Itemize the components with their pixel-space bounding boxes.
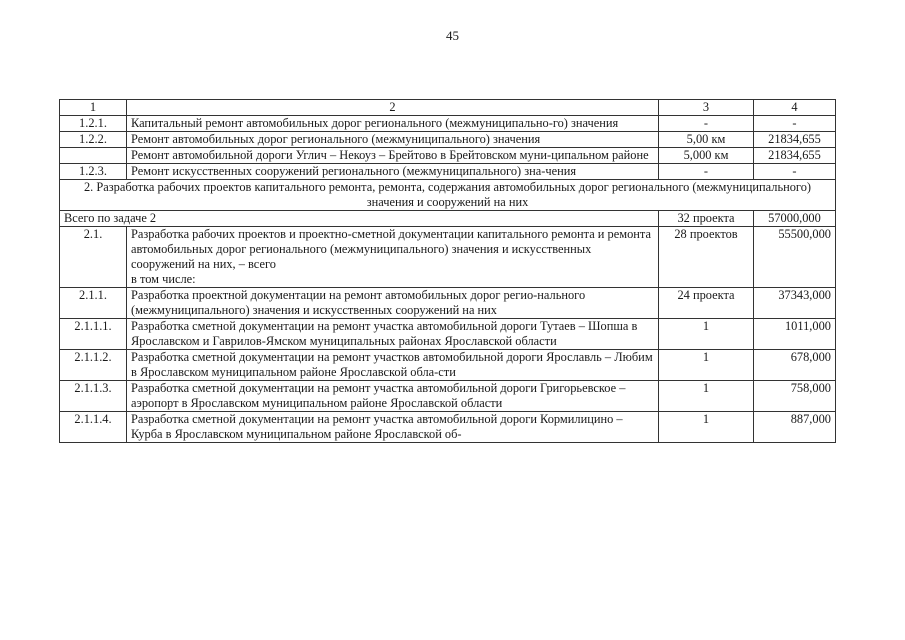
row-description: Ремонт автомобильной дороги Углич – Некоуз – Брейтово в Брейтовском муни-ципальном районе — [127, 148, 659, 164]
row-number: 1.2.3. — [60, 164, 127, 180]
row-description: Разработка сметной документации на ремонт участка автомобильной дороги Кормилицино – Курба в Ярославском муниципальном районе Ярославской об- — [127, 412, 659, 443]
page-number: 45 — [446, 28, 459, 43]
row-quantity: 5,000 км — [659, 148, 754, 164]
row-quantity: 28 проектов — [659, 227, 754, 288]
total-label: Всего по задаче 2 — [60, 211, 659, 227]
table-row — [60, 164, 836, 180]
row-amount: 887,000 — [754, 412, 836, 443]
row-quantity: 1 — [659, 350, 754, 381]
row-quantity: 1 — [659, 412, 754, 443]
row-number: 2.1.1.4. — [60, 412, 127, 443]
table-row — [60, 350, 836, 381]
table-row — [60, 227, 836, 288]
row-amount: 21834,655 — [754, 132, 836, 148]
total-amount: 57000,000 — [754, 211, 836, 227]
section-row — [60, 180, 836, 211]
table-row — [60, 412, 836, 443]
table-row — [60, 132, 836, 148]
row-number — [60, 148, 127, 164]
row-description: Разработка проектной документации на ремонт автомобильных дорог регио-нального (межмуниципального) значения и искусственных сооружений на них — [127, 288, 659, 319]
table-row — [60, 381, 836, 412]
table-row — [60, 116, 836, 132]
row-number: 2.1.1.1. — [60, 319, 127, 350]
row-number: 2.1.1.3. — [60, 381, 127, 412]
table-row — [60, 148, 836, 164]
column-header: 1 — [60, 100, 127, 116]
row-amount: - — [754, 164, 836, 180]
table-row — [60, 319, 836, 350]
row-quantity: 5,00 км — [659, 132, 754, 148]
row-amount: 678,000 — [754, 350, 836, 381]
row-amount: 21834,655 — [754, 148, 836, 164]
row-amount: - — [754, 116, 836, 132]
column-header: 3 — [659, 100, 754, 116]
row-number: 1.2.2. — [60, 132, 127, 148]
column-header: 4 — [754, 100, 836, 116]
table-header-row — [60, 100, 836, 116]
row-amount: 37343,000 — [754, 288, 836, 319]
row-description: Разработка рабочих проектов и проектно-сметной документации капитального ремонта и ремонта автомобильных дорог регионального (межмуниципального) значения и искусственных сооружений на них, – всего — [131, 227, 651, 271]
column-header: 2 — [127, 100, 659, 116]
row-number: 2.1.1. — [60, 288, 127, 319]
row-description: Капитальный ремонт автомобильных дорог регионального (межмуниципально-го) значения — [127, 116, 659, 132]
budget-table — [59, 99, 836, 443]
total-row — [60, 211, 836, 227]
row-quantity: 1 — [659, 381, 754, 412]
section-title: 2. Разработка рабочих проектов капитального ремонта, ремонта, содержания автомобильных дорог регионального (межмуниципального) значения и сооружений на них — [60, 180, 836, 211]
row-amount: 758,000 — [754, 381, 836, 412]
row-quantity: - — [659, 164, 754, 180]
table-row — [60, 288, 836, 319]
row-description-cell — [127, 227, 659, 288]
row-description: Разработка сметной документации на ремонт участков автомобильной дороги Ярославль – Любим в Ярославском муниципальном районе Ярославской обла-сти — [127, 350, 659, 381]
row-description: Ремонт искусственных сооружений регионального (межмуниципального) зна-чения — [127, 164, 659, 180]
row-number: 2.1.1.2. — [60, 350, 127, 381]
row-quantity: 1 — [659, 319, 754, 350]
row-number: 2.1. — [60, 227, 127, 288]
row-number: 1.2.1. — [60, 116, 127, 132]
row-subtext: в том числе: — [131, 272, 196, 286]
row-quantity: - — [659, 116, 754, 132]
row-description: Ремонт автомобильных дорог регионального (межмуниципального) значения — [127, 132, 659, 148]
row-amount: 55500,000 — [754, 227, 836, 288]
row-description: Разработка сметной документации на ремонт участка автомобильной дороги Тутаев – Шопша в Ярославском и Гаврилов-Ямском муниципальных районах Ярославской области — [127, 319, 659, 350]
total-quantity: 32 проекта — [659, 211, 754, 227]
row-quantity: 24 проекта — [659, 288, 754, 319]
row-amount: 1011,000 — [754, 319, 836, 350]
row-description: Разработка сметной документации на ремонт участка автомобильной дороги Григорьевское – аэропорт в Ярославском муниципальном районе Ярославской области — [127, 381, 659, 412]
